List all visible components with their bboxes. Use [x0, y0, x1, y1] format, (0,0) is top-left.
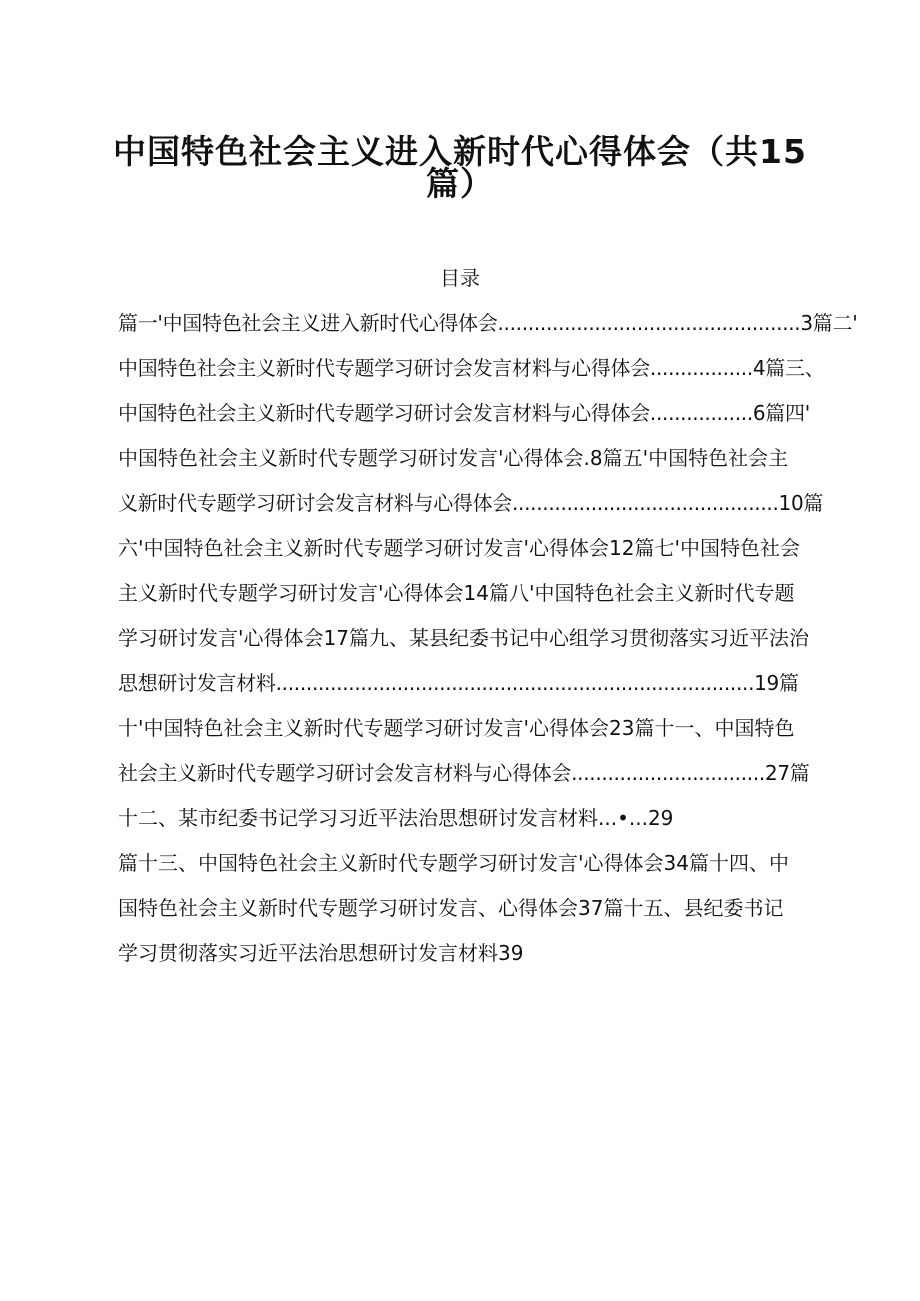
document-title-line-2: 篇）: [426, 164, 494, 203]
toc-line: 十二、某市纪委书记学习习近平法治思想研讨发言材料...•...29: [118, 806, 674, 830]
toc-line: 学习贯彻落实习近平法治思想研讨发言材料39: [118, 941, 524, 965]
toc-line: 中国特色社会主义新时代专题学习研讨会发言材料与心得体会.................4篇三、: [118, 356, 825, 380]
toc-line: 社会主义新时代专题学习研讨会发言材料与心得体会................................27篇: [118, 761, 810, 785]
toc-line: 篇十三、中国特色社会主义新时代专题学习研讨发言'心得体会34篇十四、中: [118, 851, 789, 875]
toc-line: 篇一'中国特色社会主义进入新时代心得体会..................................................3篇二': [118, 311, 858, 335]
table-of-contents: [118, 306, 858, 981]
toc-line: 学习研讨发言'心得体会17篇九、某县纪委书记中心组学习贯彻落实习近平法治: [118, 626, 809, 650]
toc-line: 义新时代专题学习研讨会发言材料与心得体会............................................10篇: [118, 491, 824, 515]
toc-line: 中国特色社会主义新时代专题学习研讨会发言材料与心得体会.................6篇四': [118, 401, 810, 425]
toc-line: 主义新时代专题学习研讨发言'心得体会14篇八'中国特色社会主义新时代专题: [118, 581, 795, 605]
toc-line: 十'中国特色社会主义新时代专题学习研讨发言'心得体会23篇十一、中国特色: [118, 716, 795, 740]
toc-line: 国特色社会主义新时代专题学习研讨发言、心得体会37篇十五、县纪委书记: [118, 896, 784, 920]
toc-line: 中国特色社会主义新时代专题学习研讨发言'心得体会.8篇五'中国特色社会主: [118, 446, 789, 470]
document-title-line-1: 中国特色社会主义进入新时代心得体会（共15: [113, 132, 807, 171]
toc-line: 思想研讨发言材料...............................................................................19篇: [118, 671, 799, 695]
toc-heading: 目录: [440, 266, 480, 290]
toc-line: 六'中国特色社会主义新时代专题学习研讨发言'心得体会12篇七'中国特色社会: [118, 536, 800, 560]
